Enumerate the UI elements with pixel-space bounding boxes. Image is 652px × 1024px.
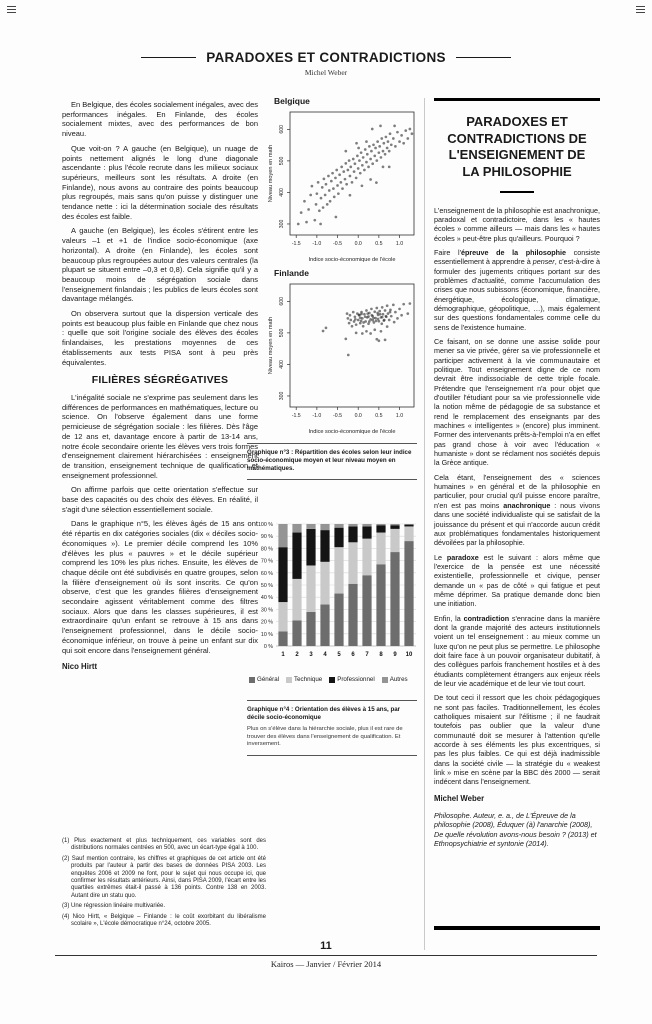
header-author: Michel Weber [304,68,348,77]
footnote: (2) Sauf mention contraire, les chiffres et graphiques de cet article ont été produits par l'auteur à partir des bases de données PISA 2003. Les enquêtes 2006 et 2009 ne font, pour le sujet qui nous occupe ici, que confirmer les résultats antérieurs. Ainsi, dans PISA 2009, l'écart entre les quartiles extrêmes était-il passé à 136 points. Contre 138 en 2003. Autant dire un statu quo. [62,855,266,899]
svg-text:0.0: 0.0 [354,241,362,247]
article-paragraph: A gauche (en Belgique), les écoles s'étirent entre les valeurs –1 et +1 de l'indice socio-économique (axe horizontal). A droite (en Finlande), les écoles sont beaucoup plus regroupées autour des valeurs centrales (la plupart se situent entre –0,3 et 0,8). Cela signifie qu'il y a beaucoup moins de ségrégation sociale dans l'enseignement finlandais ; les publics de leurs écoles sont davantage mélangés. [62,226,258,304]
footer-rule [55,955,597,956]
article-top-rule [434,98,600,101]
svg-text:4: 4 [323,652,327,658]
left-article-column [62,100,258,672]
legend-label: Général [257,676,280,683]
svg-text:40 %: 40 % [260,595,273,602]
belgique-scatter-chart [264,107,418,265]
author-bio: Philosophe. Auteur, e. a., de L'Épreuve de la philosophie (2008), Éduquer (à) l'anarchie (2008), De quelle révolution avons-nous besoin ? (2013) et Ethnopsychiatrie et syntonie (2014). [434,810,597,848]
svg-text:90 %: 90 % [260,534,273,541]
footnote: (3) Une régression linéaire multivariée. [62,903,166,910]
page-header [0,50,652,77]
orientation-stacked-bar-chart [246,520,420,668]
svg-text:600: 600 [279,125,285,134]
article-paragraph: L'enseignement de la philosophie est anachronique, paradoxal et contradictoire, dans les « hautes écoles » comme ailleurs — mais dans les « hautes écoles » peut-être plus qu'ailleurs. Pourquoi ? [434,205,600,243]
svg-text:-0.5: -0.5 [333,413,343,419]
svg-text:-1.0: -1.0 [312,241,322,247]
article-title: PARADOXES ET CONTRADICTIONS DE L'ENSEIGNEMENT DE LA PHILOSOPHIE [447,114,587,179]
svg-text:-1.0: -1.0 [312,413,322,419]
svg-text:5: 5 [337,652,341,658]
svg-text:0.5: 0.5 [375,413,383,419]
article-paragraph: On observera surtout que la dispersion verticale des points est beaucoup plus faible en Finlande que chez nous : quelle que soit l'origine sociale des élèves des écoles finlandaises, les prestations moyennes de ces établissements aux tests PISA sont à peu près équivalentes. [62,309,258,367]
legend-item [286,676,322,683]
svg-text:50 %: 50 % [260,583,273,589]
svg-text:9: 9 [393,652,397,658]
legend-swatch [286,677,292,683]
finlande-scatter-chart [264,279,418,437]
footnote: (1) Plus exactement et plus techniquement, ces variables sont des distributions normales centrées en 500, avec un écart-type égal à 100. [62,838,266,852]
svg-text:10: 10 [405,652,413,658]
column-divider [424,98,425,950]
footnotes-block [62,838,266,931]
author-byline: Nico Hirtt [62,662,98,672]
svg-text:80 %: 80 % [260,546,273,553]
caption-graphique-4 [247,700,417,756]
legend-item [249,676,279,683]
svg-text:70 %: 70 % [260,558,273,565]
legend-item [382,676,408,683]
svg-text:1.0: 1.0 [395,413,404,419]
article-paragraph: Faire l'épreuve de la philosophie consiste essentiellement à apprendre à penser, c'est-à-dire à formuler des jugements critiques portant sur des problèmes d'actualité, comme l'accumulation des crises que nous subissons (économique, financière, énergétique, écologique, climatique, démographique, géopolitique, …), mais également sur des questions fondamentales comme celle du sens de l'existence humaine. [434,247,600,332]
article-bottom-rule [434,926,600,930]
caption-text: Graphique n°3 : Répartition des écoles selon leur indice socio-économique moyen et leur niveau moyen en mathématiques. [247,449,412,472]
caption-text: Graphique n°4 : Orientation des élèves à 15 ans, par décile socio-économique [247,706,401,721]
article-paragraph: Ce faisant, on se donne une assise solide pour mener sa vie privée, gérer sa vie professionnelle et participer activement à la vie communautaire et politique. Tout enseignement digne de ce nom devrait être indissociable de cette triple focale. Prétendre que l'enseignement n'a pour objet que d'outiller l'étudiant pour sa vie professionnelle vide la notion même de pédagogie de sa substance et rend le remplacement des enseignants par des machines « intelligentes » (encore) plus imminent. Former des intervenants prêts-à-l'emploi n'a en effet pas grand chose à voir avec l'éducation « humaniste » dont se réclament nos sociétés depuis la Grèce antique. [434,336,601,468]
article-paragraph: Enfin, la contradiction s'enracine dans la manière dont la grande majorité des acteurs institutionnels voient un tel enseignement : au mieux comme un luxe qu'on ne peut plus se permettre. Le philosophe doit faire face à un pouvoir organisateur dubitatif, à des collègues parfois franchement hostiles et à des étudiants complètement étrangers aux enjeux réels de leur vie académique et de leur vie tout court. [434,613,600,688]
svg-text:-0.5: -0.5 [333,241,343,247]
author-byline: Michel Weber [434,793,485,803]
legend-label: Professionnel [337,676,375,683]
svg-text:2: 2 [295,652,299,658]
svg-text:20 %: 20 % [260,619,273,626]
caption-graphique-3 [247,443,417,480]
crop-mark-right [636,6,645,13]
svg-text:300: 300 [279,391,285,401]
svg-text:Indice socio-économique de l'é: Indice socio-économique de l'école [308,257,396,263]
article-paragraph: De tout ceci il ressort que les choix pédagogiques ne sont pas faciles. Traditionnellement, les écoles catholiques misaient sur l'élitisme ; il ne faudrait toutefois pas oublier que la valeur d'une communauté doit se mesurer à l'attention qu'elle accorde à ses éléments les plus excentriques, si pas les plus faibles. Ce qui est déjà inadmissible dans la société civile — la stratégie du « weakest link » mise en scène par la BBC dès 2000 — serait indécent dans l'enseignement. [434,693,600,787]
svg-text:Indice socio-économique de l'é: Indice socio-économique de l'école [308,429,396,435]
svg-text:0.5: 0.5 [375,241,383,247]
legend-swatch [382,677,388,683]
barchart-block [246,520,420,673]
svg-text:10 %: 10 % [260,631,273,638]
chart-title-finlande: Finlande [274,268,309,278]
svg-text:100 %: 100 % [257,522,273,528]
svg-text:400: 400 [279,360,285,369]
svg-text:-1.5: -1.5 [291,241,301,247]
article-paragraph: Que voit-on ? A gauche (en Belgique), un nuage de points nettement alignés le long d'une diagonale ascendante : plus l'école recrute dans les milieux sociaux supérieurs, meilleurs sont les résultats. A droite (en Finlande), nous avons au contraire des points beaucoup plus regroupés, mais sans qu'on puisse y distinguer une tendance nette : ici la détermination sociale des résultats des écoles est faible. [62,143,258,221]
legend-swatch [329,677,335,683]
svg-text:500: 500 [279,156,285,166]
svg-text:Niveau moyen en math: Niveau moyen en math [268,316,274,375]
svg-text:Niveau moyen en math: Niveau moyen en math [268,144,274,203]
article-paragraph: Le paradoxe est le suivant : alors même que l'exercice de la pensée est une nécessité existentielle, professionnelle et civique, penser demande un « pas de côté » qui fatigue et peut même déprimer. Sa pratique demande donc bien une initiation. [434,552,600,609]
svg-text:8: 8 [379,652,383,658]
page-title: PARADOXES ET CONTRADICTIONS [206,50,446,65]
legend-item [329,676,375,683]
svg-text:60 %: 60 % [260,570,273,577]
svg-text:1.0: 1.0 [395,241,404,247]
caption-note: Plus on s'élève dans la hiérarchie sociale, plus il est rare de trouver des élèves dans l'enseignement de qualification. Et inversement. [247,726,403,748]
finlande-chart-block [264,268,418,442]
section-heading: FILIÈRES SÉGRÉGATIVES [91,374,229,387]
page-number: 11 [320,940,332,952]
svg-text:300: 300 [279,219,285,229]
right-article-column [434,98,600,848]
legend-swatch [249,677,255,683]
journal-footer: Kairos — Janvier / Février 2014 [270,959,382,969]
legend-label: Autres [389,676,408,683]
article-paragraph: Dans le graphique n°5, les élèves âgés de 15 ans ont été répartis en dix catégories sociales (dix « déciles socio-économiques »). Le premier décile comprend les 10% d'élèves les plus « pauvres » et le décile supérieur comprend les 10% les plus riches. Ensuite, les élèves de chaque décile ont été subdivisés en quatre groupes, selon la filière d'enseignement où ils sont inscrits. Ce qu'on observe, c'est que les grandes filières d'enseignement secondaire agissent véritablement comme des filtres sociaux. Alors que dans les classes supérieures, il est extraordinaire qu'un enfant se retrouve à 15 ans dans l'enseignement professionnel, dans le décile socio-économique inférieur, on trouve à peine un enfant sur dix qui soit encore dans l'enseignement général. [62,519,258,655]
svg-text:7: 7 [365,652,369,658]
header-rule-left [141,57,196,58]
article-paragraph: Cela étant, l'enseignement des « sciences humaines » en général et de la philosophie en particulier, pour crucial qu'il puisse encore paraître, n'en est pas moins anachronique : nous vivons dans une société individualiste qui se satisfait de la jouissance du présent et qui n'accorde aucun crédit aux problématiques fondamentales historiquement dévoilées par la philosophie. [434,472,600,548]
legend-label: Technique [294,676,323,683]
svg-text:0 %: 0 % [263,644,273,650]
article-paragraph: En Belgique, des écoles socialement inégales, avec des performances inégales. En Finlande, des écoles socialement mixtes, avec des performances de bon niveau. [62,100,258,139]
footnote: (4) Nico Hirtt, « Belgique – Finlande : le coût exorbitant du libéralisme scolaire », L'école démocratique n°24, octobre 2005. [62,913,266,928]
crop-mark-left [7,6,16,13]
chart-legend [249,676,419,683]
belgique-chart-block [264,96,418,270]
svg-text:1: 1 [281,652,285,658]
chart-title-belgique: Belgique [274,96,310,106]
article-paragraph: L'inégalité sociale ne s'exprime pas seulement dans les différences de performances en mathématiques, lecture ou science. On l'observe également dans une forme pernicieuse de ségrégation sociale : les filières. Dès l'âge de 12 ans et, davantage encore à partir de 13-14 ans, notre école secondaire oriente les élèves vers trois formes d'enseignement clairement hiérarchisées : enseignement de transition, enseignement technique de qualification et enseignement professionnel. [62,392,258,480]
svg-text:600: 600 [279,297,285,306]
svg-text:-1.5: -1.5 [291,413,301,419]
title-rule [500,191,534,193]
article-paragraph: On affirme parfois que cette orientation s'effectue sur base des capacités ou des choix des élèves. En réalité, il s'agit d'une sélection essentiellement sociale. [62,485,258,514]
header-rule-right [456,57,511,58]
svg-text:0.0: 0.0 [354,413,362,419]
svg-text:500: 500 [279,328,285,338]
svg-text:3: 3 [309,652,313,658]
svg-text:30 %: 30 % [260,607,273,614]
svg-text:400: 400 [279,188,285,197]
svg-text:6: 6 [351,652,355,658]
